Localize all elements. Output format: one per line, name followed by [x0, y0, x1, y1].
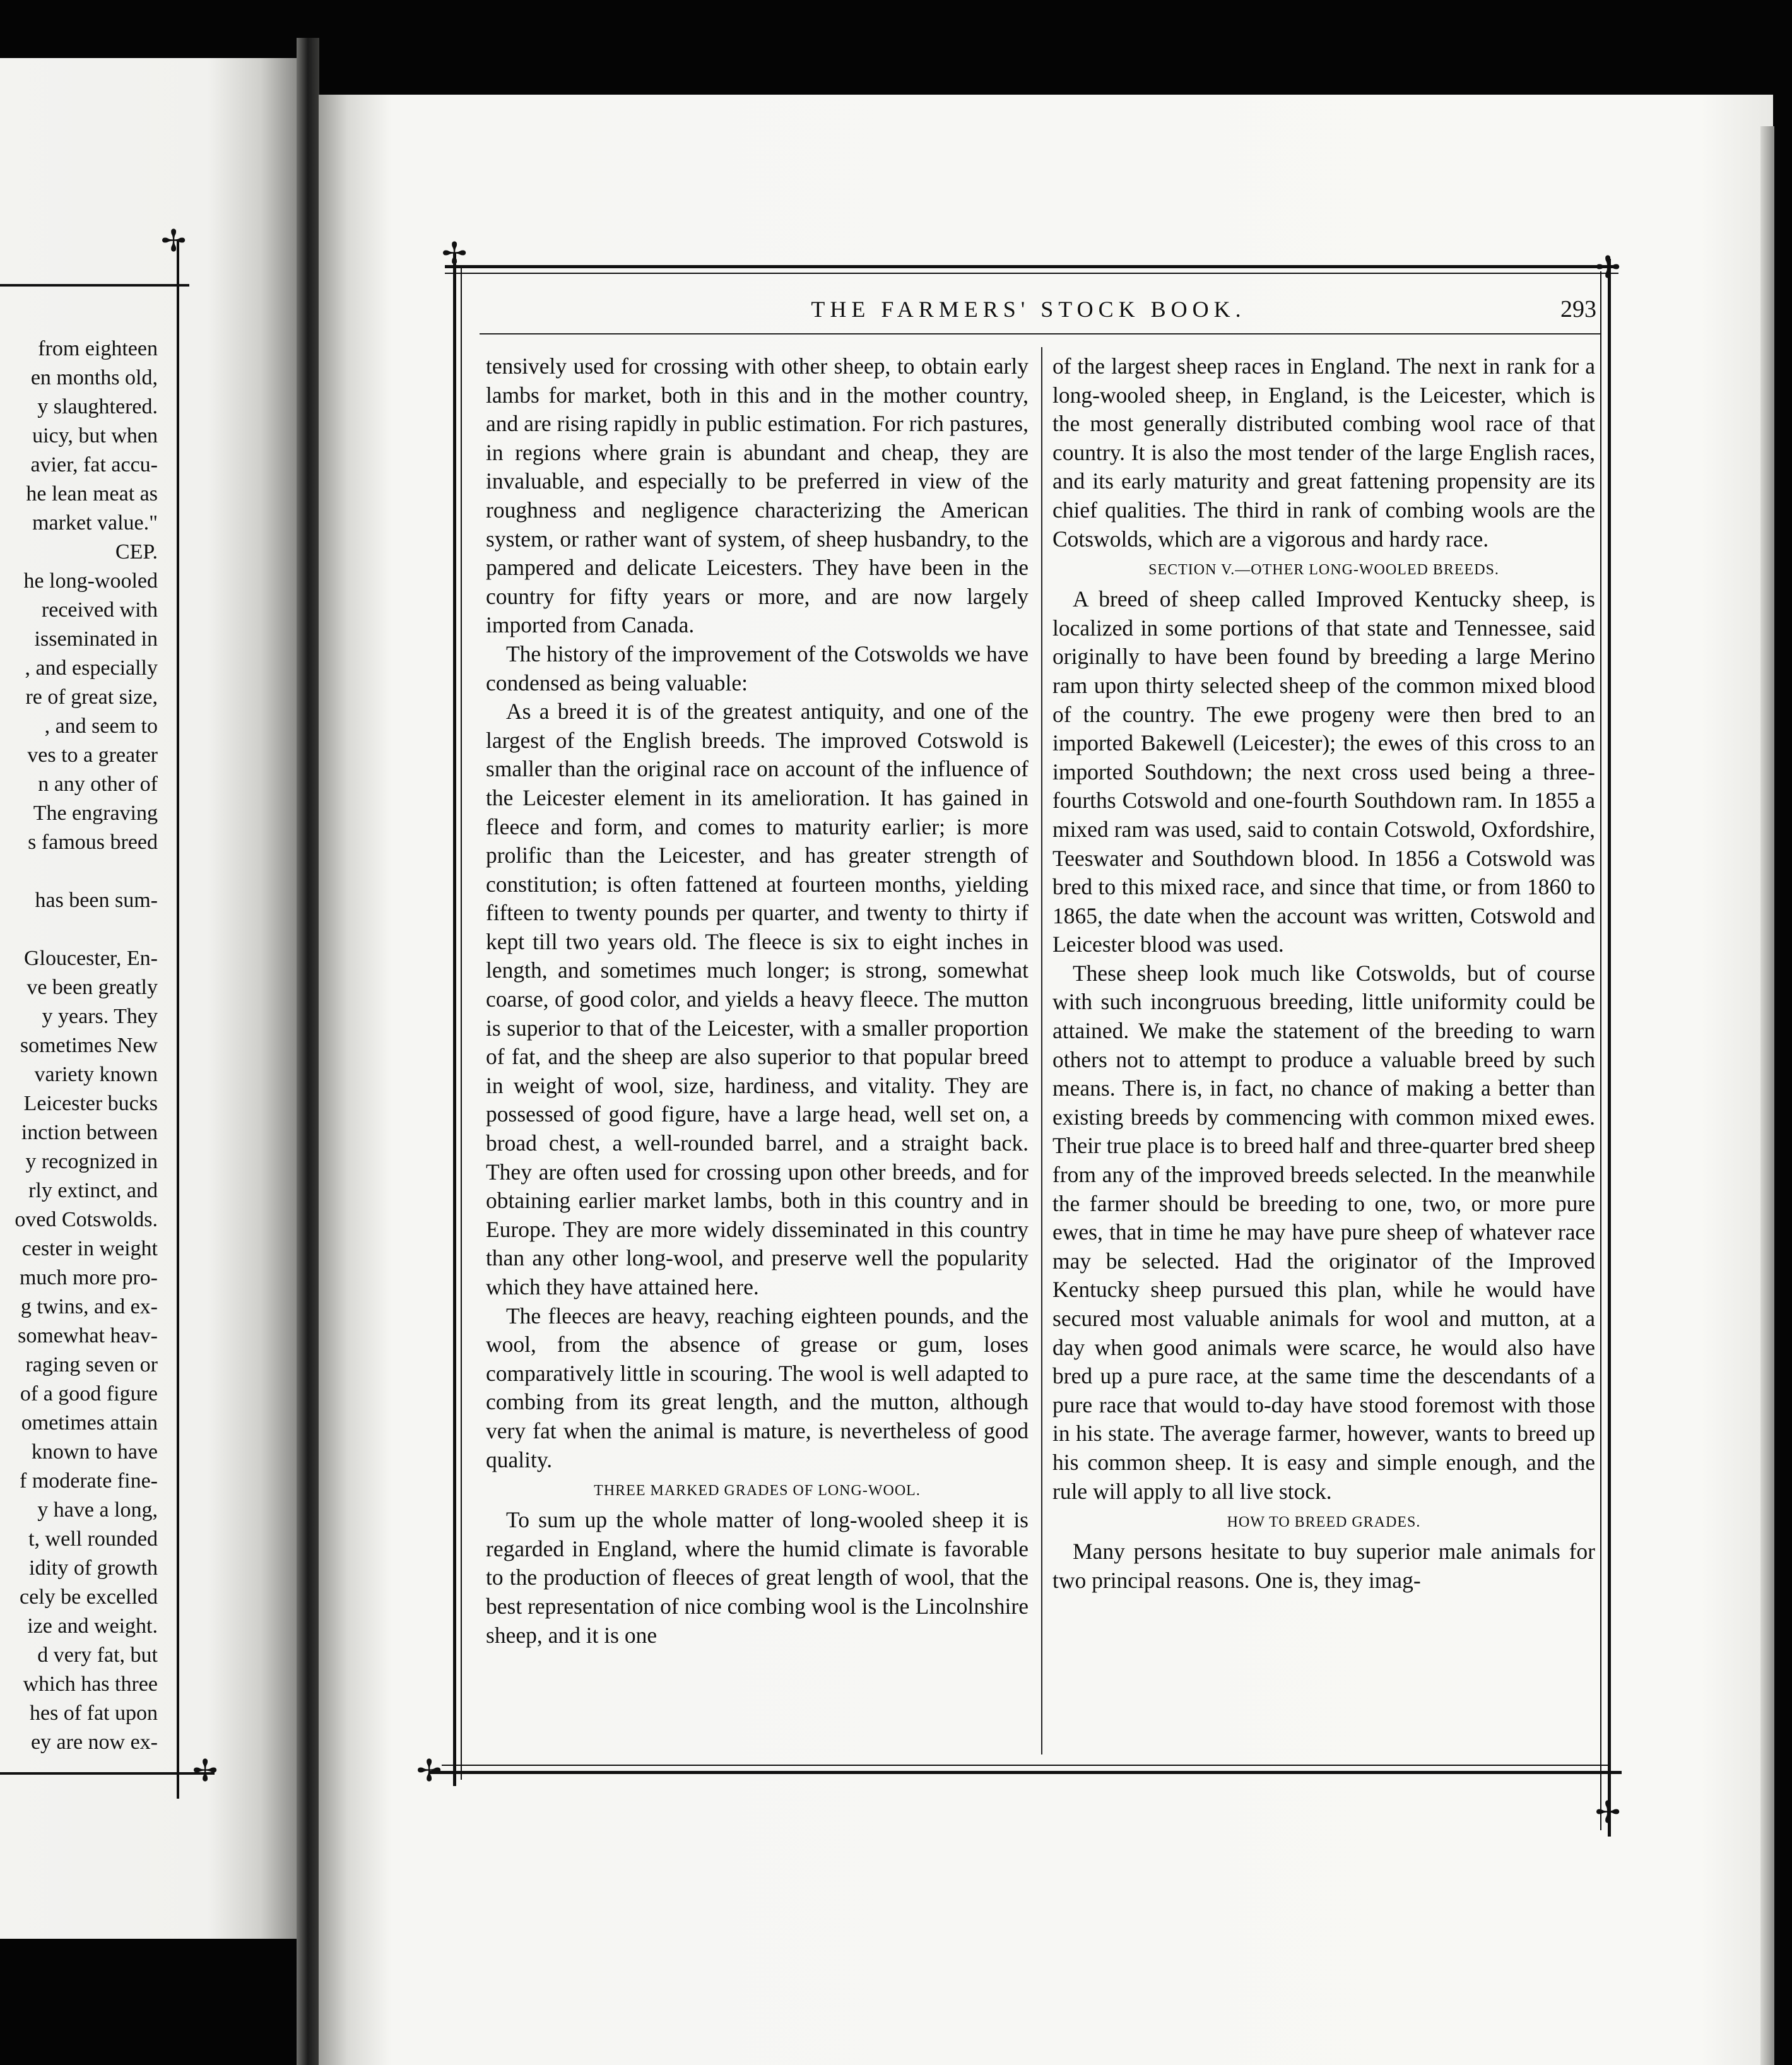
left-page-line: inction between [21, 1121, 158, 1144]
left-page-line: oved Cotswolds. [15, 1208, 158, 1231]
section-heading: SECTION V.—OTHER LONG-WOOLED BREEDS. [1148, 562, 1499, 579]
left-page-line: ve been greatly [27, 976, 158, 999]
left-page-line: raging seven or [25, 1353, 158, 1376]
left-page-line: has been sum- [35, 889, 158, 912]
frame-right-inner [1600, 271, 1601, 1830]
corner-ornament-icon: ✢ [161, 223, 187, 259]
left-page-line: sometimes New [20, 1034, 158, 1057]
paragraph: tensively used for crossing with other sheep, to obtain early lambs for market, both in this and in the mother country, and are rising rapidly in public estimation. For rich pastures, in regions where grain is abundant and cheap, they are invaluable, and especially to be preferred in view of the roughness and negligence characterizing the American system, or rather want of system, of sheep husbandry, to the pampered and delicate Leicesters. They have been in the country for fifty years or more, and are now largely imported from Canada. [486, 353, 1029, 638]
corner-ornament-icon: ✢ [416, 1753, 442, 1789]
left-page-line: y recognized in [25, 1150, 158, 1173]
left-page-line: much more pro- [19, 1266, 158, 1289]
corner-ornament-icon: ✢ [1595, 1795, 1621, 1830]
book-spine [297, 38, 319, 2065]
paragraph: Many persons hesitate to buy superior male animals for two principal reasons. One is, they imag- [1052, 1539, 1595, 1593]
left-page-line: t, well rounded [28, 1527, 158, 1551]
right-column [1052, 352, 1595, 1766]
corner-ornament-icon: ✢ [1595, 250, 1621, 285]
left-page-line: market value." [32, 511, 158, 535]
running-head-rule [480, 333, 1600, 334]
frame-top-inner [445, 273, 1618, 274]
left-page-line: , and seem to [44, 714, 158, 738]
paragraph: To sum up the whole matter of long-wooled sheep it is regarded in England, where the humid climate is favorable to the production of fleeces of great length of wool, that the best representation of nice combing wool is the Lincolnshire sheep, and it is one [486, 1507, 1029, 1648]
frame-bottom [429, 1771, 1622, 1774]
paragraph: These sheep look much like Cotswolds, but of course with such incongruous breeding, little uniformity could be attained. We make the statement of the breeding to warn others not to attempt to produce a valuable breed by such means. There is, in fact, no chance of making a better than existing breeds by commencing with common mixed ewes. Their true place is to breed half and three-quarter bred sheep from any of the improved breeds selected. In the meanwhile the farmer should be breeding to one, two, or more pure ewes, that in time he may have pure sheep of whatever race may be selected. Had the originator of the Improved Kentucky sheep pursued this plan, while he would have secured most valuable animals for wool and mutton, at a day when good animals were scarce, he would also have bred up a pure race, at the same time the descendants of a pure race that would to-day have stood foremost with those in his state. The average farmer, however, wants to breed up his common sheep. It is easy and simple enough, and the rule will apply to all live stock. [1052, 960, 1595, 1504]
left-page-border-vertical [177, 240, 179, 1799]
left-page-line: uicy, but when [32, 424, 158, 447]
left-page-line: y have a long, [37, 1498, 158, 1522]
paragraph: of the largest sheep races in England. The next in rank for a long-wooled sheep, in England, is the Leicester, which is the most generally distributed combing wool race of that country. It is also the most tender of the large English races, and its early maturity and great fattening propensity are its chief qualities. The third in rank of combing wools are the Cotswolds, which are a vigorous and hardy race. [1052, 353, 1595, 552]
left-page-line: cely be excelled [20, 1585, 158, 1609]
left-page-border-top [0, 284, 189, 287]
left-page-line: received with [41, 598, 158, 622]
paragraph: As a breed it is of the greatest antiquity, and one of the largest of the English breeds. The improved Cotswold is smaller than the original race on account of the influence of the Leicester element in its amelioration. It has gained in fleece and form, and comes to maturity earlier; is more prolific than the Leicester, and has greater strength of constitution; is often fattened at fourteen months, yielding fifteen to twenty pounds per quarter, and twenty to thirty if kept till two years old. The fleece is six to eight inches in length, and sometimes much longer; is strong, somewhat coarse, of good color, and yields a heavy fleece. The mutton is superior to that of the Leicester, with a smaller proportion of fat, and the sheep are also superior to that popular breed in weight of wool, size, hardiness, and vitality. They are possessed of good figure, have a large head, well set on, a broad chest, a well-rounded barrel, and a straight back. They are often used for crossing upon other breeds, and for obtaining earlier market lambs, both in this country and in Europe. They are more widely disseminated in this country than any other long-wool, and preserve well the popularity which they have attained here. [486, 699, 1029, 1299]
left-page-line: s famous breed [28, 831, 158, 854]
running-head: THE FARMERS' STOCK BOOK. [811, 297, 1246, 322]
frame-top [445, 265, 1618, 268]
left-page-line: hes of fat upon [29, 1701, 158, 1725]
frame-left-inner [461, 265, 462, 1780]
left-page-line: ometimes attain [21, 1411, 158, 1435]
corner-ornament-icon: ✢ [192, 1753, 218, 1789]
left-page-line: from eighteen [38, 337, 158, 360]
section-heading: THREE MARKED GRADES OF LONG-WOOL. [594, 1482, 921, 1500]
left-page-line: The engraving [33, 802, 158, 825]
left-page-line: y slaughtered. [37, 395, 158, 418]
section-heading: HOW TO BREED GRADES. [1227, 1514, 1421, 1531]
left-page-line: ey are now ex- [30, 1731, 158, 1754]
left-page-line: rly extinct, and [28, 1179, 158, 1202]
left-page-border-bottom [0, 1772, 215, 1775]
left-page-line: cester in weight [21, 1237, 158, 1260]
left-page-line: Leicester bucks [23, 1092, 158, 1115]
paragraph: The history of the improvement of the Cotswolds we have condensed as being valuable: [486, 641, 1029, 695]
paragraph: A breed of sheep called Improved Kentucky sheep, is localized in some portions of that state and Tennessee, said originally to have been found by breeding a large Merino ram upon thirty selected sheep of the common mixed blood of the country. The ewe progeny were then bred to an imported Bakewell (Leicester); the ewes of this cross to an imported Southdown; the next cross used being a three-fourths Cotswold and one-fourth Southdown ram. In 1855 a mixed ram was used, said to contain Cotswold, Oxfordshire, Teeswater and Southdown blood. In 1856 a Cotswold was bred to this mixed race, and since that time, or from 1860 to 1865, the date when the account was written, Cotswold and Leicester blood was used. [1052, 586, 1595, 957]
left-page-line: known to have [31, 1440, 158, 1464]
left-page-line: isseminated in [34, 627, 158, 651]
left-page-line [0, 857, 158, 886]
left-page-line: y years. They [42, 1005, 158, 1028]
left-page-line: which has three [23, 1672, 158, 1696]
page-edge [1760, 126, 1774, 2065]
left-page-line: he lean meat as [26, 482, 158, 506]
left-page-line: d very fat, but [37, 1643, 158, 1667]
left-column [486, 352, 1029, 1766]
left-page-line: somewhat heav- [18, 1324, 158, 1347]
left-page-line: n any other of [38, 772, 158, 796]
left-page-line: re of great size, [25, 685, 158, 709]
left-page-line: en months old, [30, 366, 158, 389]
column-divider [1041, 347, 1042, 1754]
left-page-line: ize and weight. [27, 1614, 158, 1638]
left-page-line: f moderate fine- [20, 1469, 158, 1493]
left-page-line: he long-wooled [23, 569, 158, 593]
page-number: 293 [1560, 296, 1596, 322]
left-page-line: of a good figure [20, 1382, 158, 1405]
corner-ornament-icon: ✢ [442, 236, 468, 271]
left-page-line: variety known [34, 1063, 158, 1086]
paragraph: The fleeces are heavy, reaching eighteen pounds, and the wool, from the absence of grease or gum, loses comparatively little in scouring. The wool is well adapted to combing from its great length, and the mutton, although very fat when the animal is mature, is nevertheless of good quality. [486, 1303, 1029, 1472]
left-page-line: CEP. [115, 540, 158, 564]
left-page-line: ves to a greater [27, 743, 158, 767]
left-page-line: , and especially [25, 656, 158, 680]
frame-right [1608, 259, 1611, 1837]
left-page-line: Gloucester, En- [23, 947, 158, 970]
left-page-line: g twins, and ex- [20, 1295, 158, 1318]
left-page-text [0, 334, 158, 1757]
frame-left [453, 252, 456, 1786]
left-page-line: avier, fat accu- [30, 453, 158, 476]
left-page-line [0, 915, 158, 944]
left-page-line: idity of growth [29, 1556, 158, 1580]
